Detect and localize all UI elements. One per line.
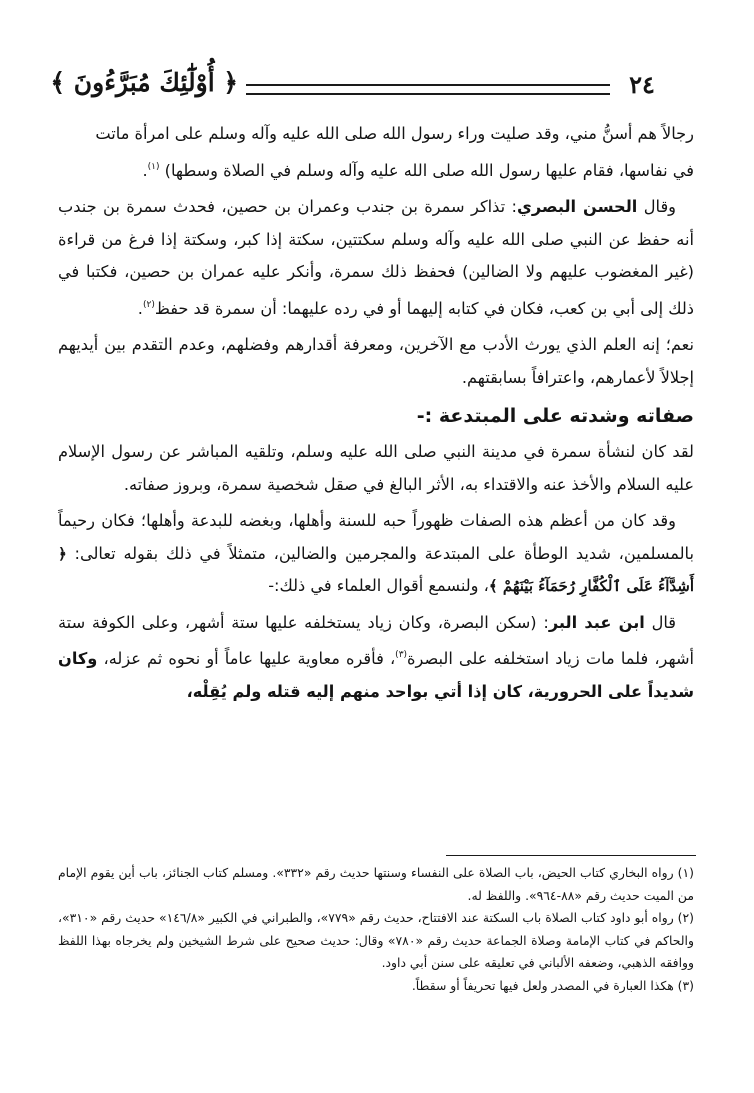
paragraph-traits (58, 505, 694, 603)
paragraph-ibn-text: : (سكن البصرة، وكان زياد يستخلفه عليها ستة أشهر، وعلى الكوفة ستة أشهر، فلما مات زياد استخلفه على البصرة (58, 612, 694, 668)
paragraph-ibn-abd-al-barr (58, 607, 694, 709)
footnote-ref-3[interactable]: (٣) (395, 650, 408, 660)
page-number: ٢٤ (629, 70, 655, 99)
footnote-1: (١) رواه البخاري كتاب الحيض، باب الصلاة على النفساء وسنتها حديث رقم «٣٣٢». ومسلم كتاب الجنائز، باب أين يقوم الإمام من الميت حديث رقم «٨٨-٩٦٤». واللفظ له. (58, 865, 694, 903)
name-hasan-basri: الحسن البصري (517, 197, 638, 216)
paragraph-1-line-2 (58, 151, 694, 188)
paragraph-1-line-2-text: في نفاسها، فقام عليها رسول الله صلى الله عليه وآله وسلم في الصلاة وسطها) (159, 160, 694, 180)
section-heading: صفاته وشدته على المبتدعة :- (416, 405, 694, 427)
paragraph-traits-end: ، ولنسمع أقوال العلماء في ذلك:- (268, 576, 489, 595)
footnotes (58, 862, 694, 998)
footnote-ref-1[interactable]: (١) (147, 161, 160, 172)
header-double-rule (246, 84, 610, 95)
name-ibn-abd-al-barr: ابن عبد البر (548, 612, 645, 632)
footnote-separator (446, 855, 696, 856)
paragraph-ibn-pre: قال (644, 612, 677, 632)
paragraph-hasan-pre: وقال (637, 197, 676, 216)
footnote-3: (٣) هكذا العبارة في المصدر ولعل فيها تحريفاً أو سقطاً. (411, 977, 694, 993)
paragraph-hasan-end: . (137, 298, 143, 318)
quran-verse: ﴿ أَشِدَّآءُ عَلَى ٱلْكُفَّارِ رُحَمَآءُ بَيْنَهُمْ ﴾ (58, 544, 694, 595)
paragraph-1-line-1-text: رجالاً هم أسنُّ مني، وقد صليت وراء رسول الله صلى الله عليه وآله وسلم على امرأة ماتت (95, 124, 694, 143)
footnote-ref-2[interactable]: (٢) (142, 299, 155, 310)
bold-quote-haruriyya: وكان شديداً على الحرورية، كان إذا أتي بواحد منهم إليه قتله ولم يُقِلْه، (58, 649, 694, 701)
footnote-2: (٢) رواه أبو داود كتاب الصلاة باب السكتة عند الافتتاح، حديث رقم «٧٧٩»، والطبراني في الكبير «١٤٦/٨» حديث رقم «٣١٠»، والحاكم في كتاب الإمامة وصلاة الجماعة حديث رقم «٧٨٠» وقال: حديث صحيح على شرط الشيخين ولم يخرجاه بهذا اللفظ ووافقه الذهبي، وضعفه الألباني في تعليقه على سنن أبي داود. (58, 910, 694, 971)
paragraph-ibn-text-2: ، فأقره معاوية عليها عاماً أو نحوه ثم عزله، (97, 649, 396, 668)
paragraph-1-line-1 (58, 118, 694, 151)
paragraph-hasan (58, 191, 694, 325)
running-title: ﴿ أُوْلَٰٓئِكَ مُبَرَّءُونَ ﴾ (50, 68, 238, 97)
paragraph-upbringing: لقد كان لنشأة سمرة في مدينة النبي صلى الله عليه وسلم، وتلقيه المباشر عن رسول الإسلام عليه السلام والأخذ عنه والاقتداء به، الأثر البالغ في صقل شخصية سمرة، وبروز صفاته. (58, 442, 694, 494)
paragraph-1-end: . (142, 160, 148, 180)
paragraph-traits-text: وقد كان من أعظم هذه الصفات ظهوراً حبه للسنة وأهلها، وبغضه للبدعة وأهلها؛ فكان رحيماً بالمسلمين، شديد الوطأة على المبتدعة والمجرمين والضالين، متمثلاً في ذلك بقوله تعالى: (58, 511, 694, 563)
paragraph-knowledge: نعم؛ إنه العلم الذي يورث الأدب مع الآخرين، ومعرفة أقدارهم وفضلهم، وعدم التقدم بين أيديهم إجلالاً لأعمارهم، واعترافاً بسابقتهم. (58, 335, 694, 387)
page-header (50, 66, 668, 110)
paragraph-hasan-text: : تذاكر سمرة بن جندب وعمران بن حصين، فحدث سمرة بن جندب أنه حفظ عن النبي صلى الله عليه وآله وسلم سكتتين، سكتة إذا كبر، وسكتة إذا فرغ من قراءة (غير المغضوب عليهم ولا الضالين) فحفظ ذلك سمرة، وأنكر عليه عمران بن حصين، فكتبا في ذلك إلى أبي بن كعب، فكان في كتابه إليهما أو في رده عليهما: أن سمرة قد حفظ (58, 197, 694, 318)
main-text (58, 118, 694, 708)
